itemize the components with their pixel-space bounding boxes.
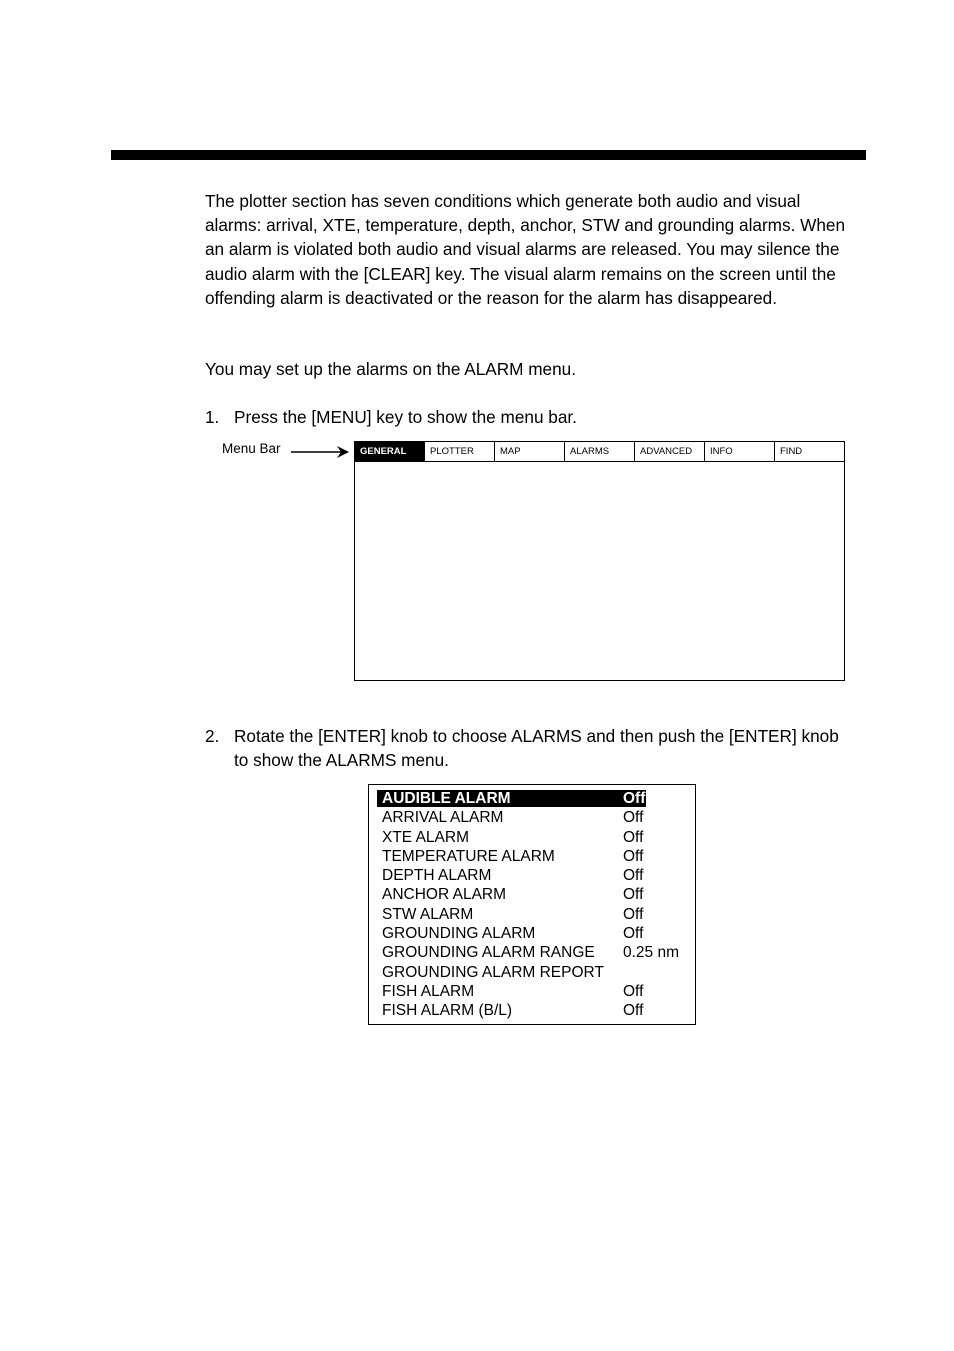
menu-item[interactable] [369, 905, 695, 924]
menu-item-label: XTE ALARM [382, 828, 469, 846]
menu-item[interactable] [369, 828, 695, 847]
tab-info[interactable]: INFO [705, 442, 775, 461]
menu-item[interactable] [369, 943, 695, 962]
tab-plotter[interactable]: PLOTTER [425, 442, 495, 461]
menu-item[interactable] [369, 885, 695, 904]
menu-item-label: FISH ALARM (B/L) [382, 1002, 513, 1020]
intro-paragraph [205, 189, 855, 310]
setup-text: You may set up the alarms on the ALARM menu. [205, 359, 577, 379]
menu-item-label: DEPTH ALARM [382, 867, 492, 885]
tab-advanced[interactable]: ADVANCED [635, 442, 705, 461]
step-number: 2. [205, 726, 220, 746]
menu-bar-callout-label: Menu Bar [222, 441, 281, 456]
menu-item-value: Off [623, 867, 644, 885]
menu-item[interactable] [369, 789, 695, 808]
step-2 [205, 724, 855, 772]
step-text: Rotate the [ENTER] knob to choose ALARMS and then push the [ENTER] knob to show the ALARMS menu. [234, 726, 839, 771]
intro-text: The plotter section has seven conditions which generate both audio and visual alarms: arrival, XTE, temperature, depth, anchor, STW and grounding alarms. When an alarm is violated both audio and visual alarms are released. You may silence the audio alarm with the [CLEAR] key. The visual alarm remains on the screen until the offending alarm is deactivated or the reason for the alarm has disappeared. [205, 191, 846, 308]
tab-find[interactable]: FIND [780, 446, 803, 457]
menu-item-label: GROUNDING ALARM REPORT [382, 963, 604, 981]
menu-item[interactable] [369, 866, 695, 885]
menu-item-value: Off [623, 790, 646, 807]
menu-item-label: FISH ALARM [382, 982, 475, 1000]
tab-alarms[interactable]: ALARMS [565, 442, 635, 461]
step-number: 1. [205, 407, 220, 427]
menu-bar [355, 442, 844, 462]
menu-item-value: Off [623, 828, 644, 846]
tab-general[interactable]: GENERAL [355, 442, 425, 461]
menu-item-value: Off [623, 905, 644, 923]
menu-item-value: Off [623, 925, 644, 943]
menu-item[interactable] [369, 982, 695, 1001]
step-text: Press the [MENU] key to show the menu bar. [234, 407, 577, 427]
alarms-menu [368, 784, 696, 1025]
menu-item-label: AUDIBLE ALARM [382, 790, 511, 807]
menu-item[interactable] [369, 1001, 695, 1020]
arrow-right-icon [291, 444, 351, 460]
menu-item[interactable] [369, 963, 695, 982]
menu-item-value: 0.25 nm [623, 944, 680, 962]
menu-item-value: Off [623, 847, 644, 865]
menu-item[interactable] [369, 808, 695, 827]
menu-item-value: Off [623, 1002, 644, 1020]
menu-item[interactable] [369, 847, 695, 866]
menu-item-value: Off [623, 886, 644, 904]
plotter-screen [354, 441, 845, 681]
menu-item-value: Off [623, 982, 644, 1000]
menu-item-label: ANCHOR ALARM [382, 886, 507, 904]
menu-item-label: GROUNDING ALARM RANGE [382, 944, 595, 962]
menu-item-label: STW ALARM [382, 905, 474, 923]
tab-map[interactable]: MAP [495, 442, 565, 461]
menu-item[interactable] [369, 924, 695, 943]
step-1 [205, 405, 855, 429]
menu-item-value: Off [623, 809, 644, 827]
menu-item-label: ARRIVAL ALARM [382, 809, 504, 827]
menu-item-label: TEMPERATURE ALARM [382, 847, 555, 865]
menu-item-label: GROUNDING ALARM [382, 925, 536, 943]
header-rule [111, 150, 866, 160]
